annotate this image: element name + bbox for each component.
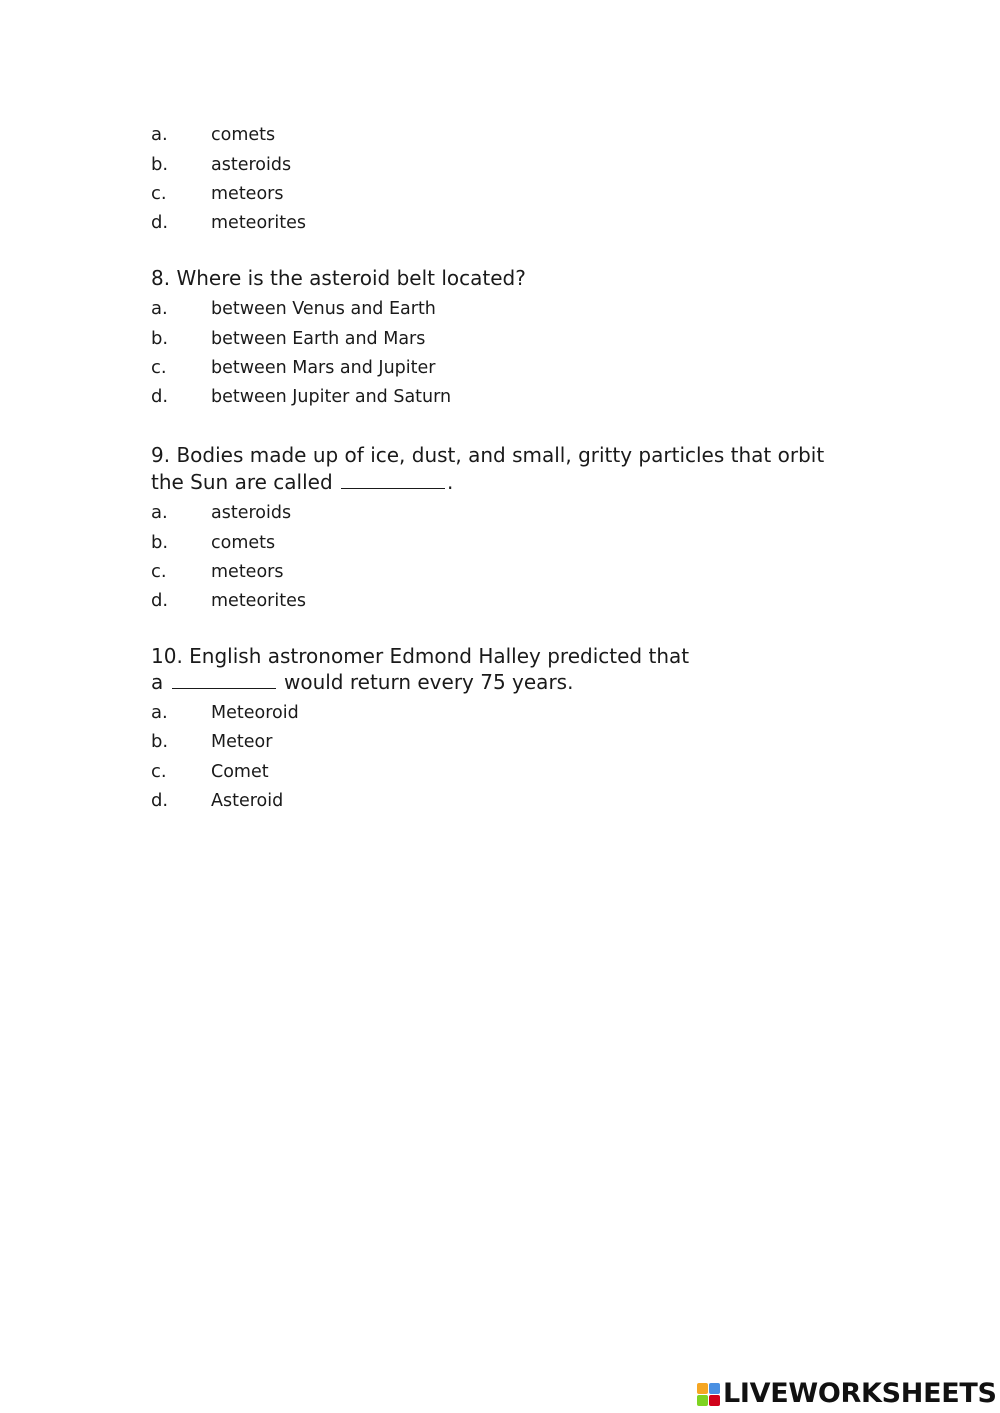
option-letter: d. — [151, 386, 169, 407]
option-text: between Mars and Jupiter — [211, 358, 436, 378]
q8-option-b[interactable] — [151, 328, 425, 350]
q9-text-after: . — [447, 470, 454, 494]
q7-option-d[interactable] — [151, 212, 306, 234]
q9-question-line1: 9. Bodies made up of ice, dust, and small, gritty particles that orbit — [151, 443, 825, 467]
q10-question-line2 — [151, 669, 573, 696]
option-letter: a. — [151, 702, 168, 723]
option-letter: d. — [151, 790, 169, 811]
option-text: meteors — [211, 184, 284, 204]
option-letter: a. — [151, 298, 168, 319]
option-text: asteroids — [211, 503, 292, 523]
q10-text-before: a — [151, 670, 164, 694]
option-text: Asteroid — [211, 791, 284, 811]
option-letter: b. — [151, 731, 169, 752]
option-text: comets — [211, 125, 276, 145]
option-letter: c. — [151, 761, 167, 782]
option-letter: a. — [151, 502, 168, 523]
q7-option-c[interactable] — [151, 183, 283, 205]
q10-question-line1: 10. English astronomer Edmond Halley predicted that — [151, 644, 690, 668]
option-letter: b. — [151, 532, 169, 553]
option-text: meteorites — [211, 213, 306, 233]
q9-blank[interactable] — [341, 487, 445, 489]
q8-option-d[interactable] — [151, 386, 451, 408]
option-text: Meteor — [211, 732, 273, 752]
q10-option-d[interactable] — [151, 790, 283, 812]
q7-option-b[interactable] — [151, 154, 291, 176]
option-text: Comet — [211, 762, 269, 782]
logo-block — [709, 1395, 720, 1406]
q9-option-a[interactable] — [151, 502, 291, 524]
option-letter: b. — [151, 154, 169, 175]
q10-blank[interactable] — [172, 687, 276, 689]
option-letter: c. — [151, 183, 167, 204]
q9-question-line2 — [151, 469, 453, 496]
q10-option-a[interactable] — [151, 702, 299, 724]
option-letter: d. — [151, 212, 169, 233]
q7-option-a[interactable] — [151, 124, 275, 146]
option-text: meteors — [211, 562, 284, 582]
option-text: Meteoroid — [211, 703, 299, 723]
option-letter: c. — [151, 357, 167, 378]
logo-block — [697, 1383, 708, 1394]
q8-option-c[interactable] — [151, 357, 435, 379]
q9-option-d[interactable] — [151, 590, 306, 612]
option-text: between Jupiter and Saturn — [211, 387, 452, 407]
logo-block — [709, 1383, 720, 1394]
option-text: between Earth and Mars — [211, 329, 426, 349]
q9-text-before: the Sun are called — [151, 470, 333, 494]
option-text: between Venus and Earth — [211, 299, 436, 319]
liveworksheets-logo — [697, 1377, 997, 1411]
q9-option-c[interactable] — [151, 561, 283, 583]
option-letter: a. — [151, 124, 168, 145]
q8-option-a[interactable] — [151, 298, 436, 320]
option-letter: d. — [151, 590, 169, 611]
q10-option-c[interactable] — [151, 761, 269, 783]
q8-question: 8. Where is the asteroid belt located? — [151, 266, 526, 290]
option-text: comets — [211, 533, 276, 553]
logo-text: LIVEWORKSHEETS — [723, 1378, 997, 1409]
q9-option-b[interactable] — [151, 532, 275, 554]
q10-text-after: would return every 75 years. — [283, 670, 574, 694]
logo-blocks-icon — [697, 1383, 720, 1406]
option-text: meteorites — [211, 591, 306, 611]
option-text: asteroids — [211, 155, 292, 175]
option-letter: b. — [151, 328, 169, 349]
logo-block — [697, 1395, 708, 1406]
option-letter: c. — [151, 561, 167, 582]
q10-option-b[interactable] — [151, 731, 272, 753]
